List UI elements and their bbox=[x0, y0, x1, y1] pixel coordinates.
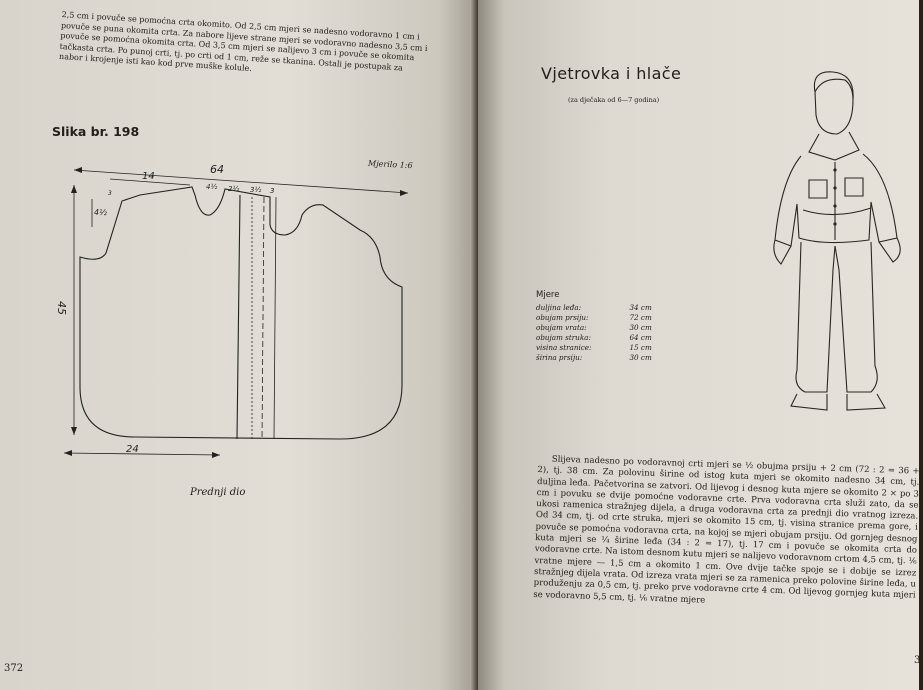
dim-left-small-2: 3 bbox=[108, 190, 112, 197]
dim-top-small-3: 3½ bbox=[250, 186, 262, 194]
collar bbox=[809, 132, 859, 160]
waist-band bbox=[803, 208, 871, 215]
section-title: Vjetrovka i hlače bbox=[541, 64, 682, 83]
measurements-heading: Mjere bbox=[536, 290, 560, 300]
right-pocket bbox=[845, 178, 863, 196]
dim-top-total: 64 bbox=[210, 163, 224, 176]
width-dim-line bbox=[74, 170, 408, 193]
head-outline bbox=[814, 72, 853, 134]
arrow-head bbox=[74, 167, 82, 173]
hair bbox=[815, 79, 853, 100]
bottom-dim-line bbox=[64, 453, 220, 455]
fold-dashed-line bbox=[262, 197, 264, 439]
left-pocket bbox=[809, 180, 827, 198]
right-trouser bbox=[835, 242, 877, 392]
arrow-head bbox=[71, 185, 77, 193]
dim-top-small-4: 3 bbox=[270, 187, 275, 195]
top-paragraph-text: 2,5 cm i povuče se pomoćna crta okomito. Od 2,5 cm mjeri se nadesno vodoravno 1 cm i povuče se puna okomita crta. Za naborе lijeve strane mjeri se vodoravno nadesno 3,5 cm i povuče se pomoćna okomita crta. Od 3,5 cm mjeri se nalijevo 3 cm i povuče se okomita tačkasta crta. Po punoj crti, tj. po crti od 1 cm, reže se tkanina. Ostali je postupak za nabor i krojenje isti kao kod prve muške kolule. bbox=[58, 10, 428, 74]
measurement-row bbox=[536, 303, 652, 313]
measurement-value: 30 cm bbox=[629, 352, 652, 362]
measurement-value: 34 cm bbox=[629, 303, 652, 312]
left-hand bbox=[774, 240, 791, 264]
dim-bottom: 24 bbox=[126, 444, 139, 455]
jacket-button bbox=[833, 168, 836, 171]
page-number: 372 bbox=[4, 663, 24, 674]
arrow-head bbox=[400, 190, 408, 196]
arrow-head bbox=[212, 452, 220, 458]
measurement-label: širina prsiju: bbox=[536, 352, 583, 362]
measurement-value: 72 cm bbox=[629, 312, 652, 322]
figure-caption: Slika br. 198 bbox=[52, 124, 140, 139]
right-page bbox=[478, 0, 919, 690]
top-paragraph bbox=[59, 10, 432, 86]
pattern-outline bbox=[80, 187, 402, 439]
left-shoe bbox=[791, 394, 827, 410]
dim-top-left: 14 bbox=[142, 171, 155, 182]
measurement-label: obujam prsiju: bbox=[536, 312, 589, 322]
arrow-head bbox=[71, 427, 77, 435]
measurement-row bbox=[536, 343, 652, 353]
left-trouser bbox=[796, 242, 835, 392]
jacket-button bbox=[833, 222, 836, 225]
center-fold-line bbox=[237, 195, 240, 439]
measurement-label: visina stranice: bbox=[536, 342, 592, 352]
dim-left-small: 4½ bbox=[94, 208, 107, 217]
arrow-head bbox=[64, 450, 72, 456]
measurement-row bbox=[536, 313, 652, 323]
body-paragraph-text: Slijeva nadesno po vodoravnoj crti mjeri se ½ obujma prsiju + 2 cm (72 : 2 = 36 + 2), tj. 38 cm. Za polovinu širine od istog kuta mjeri se okomito nadesno 34 cm, tj. duljina leđa. Pačetvorina se zatvori. Od lijevog i desnog kuta mjere se okomito 2 × po 3 cm i povuku se dvije pomoćne vodoravne crte. Prva vodoravna crta služi zato, da se ukosi ramenica stražnjeg dijela, a druga vodoravna crta za prednji dio vratnog izreza. Od 34 cm, tj. od crte struka, mjeri se okomito 15 cm, tj. visina stranice prema gore, i povuče se pomoćna vodoravna crta, na kojoj se mjeri obujam prsiju. Od gornjeg desnog kuta mjeri se ¼ širine leđa (34 : 2 = 17), tj. 17 cm i povuče se okomita crta do vodoravne crte. Na istom desnom kutu mjeri se nalijevo vodoravnom crtom 4,5 cm, tj. ⅙ vratne mjere — 1,5 cm a okomito 1 cm. Ove dvije tačke spoje se i dobije se izrez stražnjeg dijela vrata. Od izreza vrata mjeri se za ramenica preko polovine širine leđa, u produženju za 0,5 cm, tj. preko prve vodoravne crte 4 cm. Od lijevog gornjeg kuta mjeri se vodoravno 5,5 cm, tj. ⅙ vratne mjere bbox=[533, 454, 920, 606]
measurement-row bbox=[536, 323, 652, 333]
measurement-row bbox=[536, 333, 652, 343]
dim-height: 45 bbox=[55, 301, 68, 315]
jacket-body bbox=[775, 154, 897, 246]
scale-note: Mjerilo 1:6 bbox=[367, 158, 413, 171]
body-paragraph bbox=[533, 454, 920, 613]
jacket-button bbox=[833, 204, 836, 207]
measurement-label: duljina leđa: bbox=[536, 303, 582, 312]
page-number: 3 bbox=[914, 655, 921, 666]
measurement-value: 64 cm bbox=[629, 332, 652, 342]
measurements-table bbox=[536, 303, 652, 363]
measurement-value: 15 cm bbox=[629, 342, 652, 352]
measurement-label: obujam vrata: bbox=[536, 322, 587, 332]
measurement-row bbox=[536, 353, 652, 363]
dim-top-small-2: 2½ bbox=[228, 185, 240, 193]
dim-top-small-1: 4½ bbox=[206, 183, 218, 191]
measurement-label: obujam struka: bbox=[536, 332, 591, 342]
section-subtitle: (za dječaka od 6—7 godina) bbox=[568, 96, 660, 104]
boy-illustration bbox=[753, 70, 923, 430]
measurement-value: 30 cm bbox=[629, 322, 652, 332]
pattern-drawing bbox=[40, 155, 430, 475]
jacket-button bbox=[833, 186, 836, 189]
pattern-caption: Prednji dio bbox=[190, 487, 246, 498]
right-shoe bbox=[847, 394, 885, 410]
